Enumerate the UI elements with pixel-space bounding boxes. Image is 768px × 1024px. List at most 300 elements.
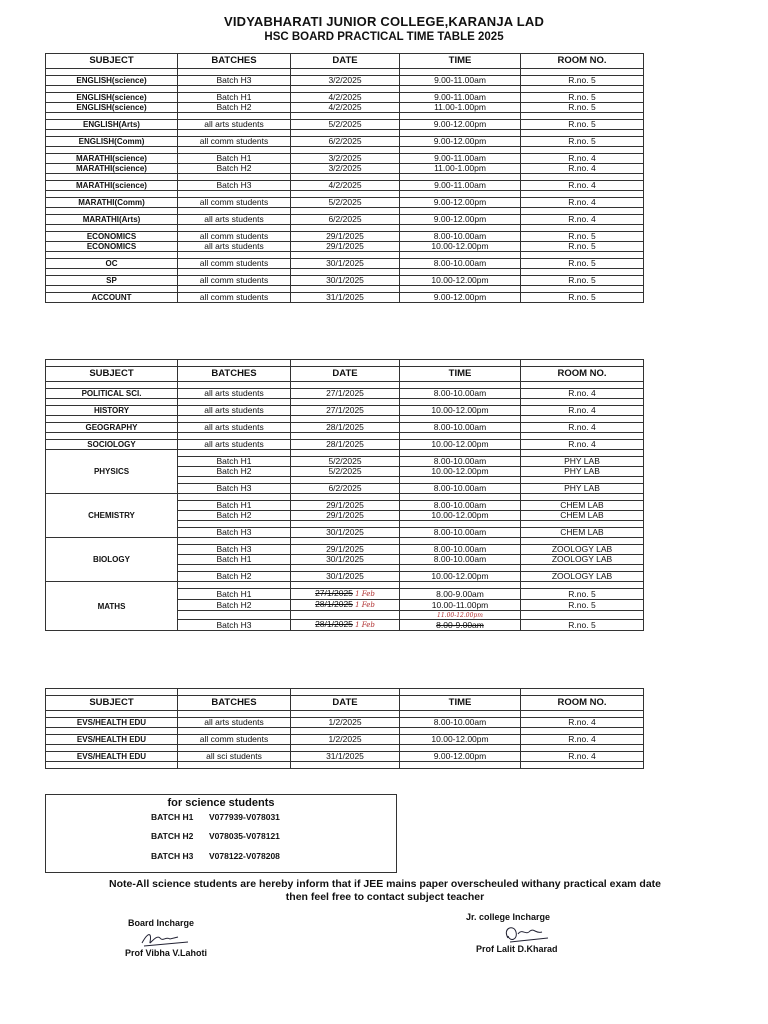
time-cell: 10.00-12.00pm [400, 511, 521, 521]
date-cell: 3/2/2025 [291, 164, 400, 174]
subject-cell: HISTORY [46, 406, 178, 416]
table-row [46, 406, 644, 416]
table-row [46, 259, 644, 269]
spacer-row [46, 174, 644, 181]
empty-cell [400, 477, 521, 484]
empty-cell [291, 728, 400, 735]
empty-cell [521, 582, 644, 589]
batch-cell: all comm students [178, 137, 291, 147]
spacer-row [46, 745, 644, 752]
column-header-room: ROOM NO. [521, 696, 644, 711]
subject-cell: ENGLISH(science) [46, 103, 178, 113]
date-cell: 4/2/2025 [291, 181, 400, 191]
empty-cell [521, 225, 644, 232]
empty-cell [400, 69, 521, 76]
header-row [46, 696, 644, 711]
table-row [46, 93, 644, 103]
empty-cell [291, 147, 400, 154]
table-row [46, 120, 644, 130]
struck-date: 27/1/2025 [315, 588, 353, 598]
column-header-room: ROOM NO. [521, 367, 644, 382]
date-cell: 31/1/2025 [291, 293, 400, 303]
empty-cell [46, 69, 178, 76]
empty-cell [291, 582, 400, 589]
timetable-title: HSC BOARD PRACTICAL TIME TABLE 2025 [264, 31, 504, 43]
spacer-row [46, 69, 644, 76]
empty-cell [400, 225, 521, 232]
batch-cell: Batch H1 [178, 501, 291, 511]
empty-cell [400, 611, 521, 620]
subject-cell: MARATHI(Comm) [46, 198, 178, 208]
empty-cell [178, 762, 291, 769]
date-cell: 5/2/2025 [291, 120, 400, 130]
room-cell: R.no. 5 [521, 600, 644, 611]
handwritten-date-note: 1 Feb [352, 590, 375, 598]
batch-cell: Batch H2 [178, 164, 291, 174]
time-cell: 8.00-10.00am [400, 457, 521, 467]
empty-cell [46, 399, 178, 406]
empty-cell [46, 174, 178, 181]
date-cell: 28/1/2025 [291, 423, 400, 433]
spacer-row [46, 538, 644, 545]
empty-cell [291, 745, 400, 752]
table-row [46, 137, 644, 147]
room-cell: CHEM LAB [521, 501, 644, 511]
spacer-row [46, 711, 644, 718]
batch-range-row: BATCH H2 V078035-V078121 [151, 831, 280, 841]
batch-cell: all comm students [178, 198, 291, 208]
spacer-row [46, 147, 644, 154]
spacer-row [46, 582, 644, 589]
subject-cell: ACCOUNT [46, 293, 178, 303]
empty-cell [521, 494, 644, 501]
time-cell: 8.00-10.00am [400, 718, 521, 728]
empty-cell [291, 360, 400, 367]
spacer-row [46, 191, 644, 198]
time-cell: 11.00-1.00pm [400, 164, 521, 174]
empty-cell [178, 225, 291, 232]
spacer-row [46, 689, 644, 696]
empty-cell [178, 477, 291, 484]
empty-cell [400, 762, 521, 769]
time-cell: 8.00-10.00am [400, 528, 521, 538]
time-cell: 10.00-12.00pm [400, 440, 521, 450]
batch-range-row: BATCH H3 V078122-V078208 [151, 851, 280, 861]
empty-cell [291, 416, 400, 423]
struck-date: 28/1/2025 [315, 619, 353, 629]
table-row [46, 232, 644, 242]
empty-cell [521, 286, 644, 293]
empty-cell [178, 521, 291, 528]
header-row [46, 54, 644, 69]
empty-cell [521, 208, 644, 215]
empty-cell [400, 565, 521, 572]
date-cell [291, 620, 400, 631]
time-cell: 10.00-12.00pm [400, 242, 521, 252]
room-cell: R.no. 4 [521, 752, 644, 762]
empty-cell [178, 689, 291, 696]
date-cell: 31/1/2025 [291, 752, 400, 762]
time-cell: 9.00-11.00am [400, 76, 521, 86]
empty-cell [400, 286, 521, 293]
subject-cell: MARATHI(science) [46, 154, 178, 164]
room-cell: R.no. 5 [521, 76, 644, 86]
batch-cell: Batch H2 [178, 600, 291, 611]
time-cell: 8.00-10.00am [400, 232, 521, 242]
empty-cell [178, 728, 291, 735]
batch-cell: all comm students [178, 276, 291, 286]
room-cell: R.no. 4 [521, 423, 644, 433]
empty-cell [46, 86, 178, 93]
table-row [46, 103, 644, 113]
table-row [46, 440, 644, 450]
subject-cell: BIOLOGY [46, 538, 178, 582]
spacer-row [46, 382, 644, 389]
date-cell: 4/2/2025 [291, 103, 400, 113]
room-cell: R.no. 5 [521, 259, 644, 269]
empty-cell [521, 147, 644, 154]
room-cell: R.no. 4 [521, 198, 644, 208]
empty-cell [400, 147, 521, 154]
subject-cell: ENGLISH(Arts) [46, 120, 178, 130]
empty-cell [521, 269, 644, 276]
time-cell: 9.00-12.00pm [400, 198, 521, 208]
empty-cell [291, 477, 400, 484]
subject-cell: MARATHI(science) [46, 181, 178, 191]
date-cell: 3/2/2025 [291, 154, 400, 164]
subject-cell: MARATHI(Arts) [46, 215, 178, 225]
batch-cell: all comm students [178, 259, 291, 269]
subject-cell: EVS/HEALTH EDU [46, 718, 178, 728]
batch-cell: all arts students [178, 215, 291, 225]
empty-cell [46, 689, 178, 696]
empty-cell [521, 477, 644, 484]
jr-college-incharge-name: Prof Lalit D.Kharad [476, 944, 558, 954]
spacer-row [46, 399, 644, 406]
empty-cell [291, 269, 400, 276]
empty-cell [400, 582, 521, 589]
jr-college-incharge-title: Jr. college Incharge [466, 912, 551, 922]
room-cell: R.no. 5 [521, 242, 644, 252]
date-cell: 29/1/2025 [291, 232, 400, 242]
subject-cell: ENGLISH(Comm) [46, 137, 178, 147]
struck-date: 28/1/2025 [315, 599, 353, 609]
time-cell: 10.00-12.00pm [400, 276, 521, 286]
room-cell: CHEM LAB [521, 511, 644, 521]
timetable-table-2 [45, 359, 644, 631]
empty-cell [400, 711, 521, 718]
date-cell: 30/1/2025 [291, 259, 400, 269]
empty-cell [521, 86, 644, 93]
empty-cell [178, 252, 291, 259]
empty-cell [46, 147, 178, 154]
column-header-subject: SUBJECT [46, 696, 178, 711]
subject-cell: SP [46, 276, 178, 286]
time-cell: 8.00-10.00am [400, 555, 521, 565]
date-cell: 5/2/2025 [291, 198, 400, 208]
batch-cell: all comm students [178, 735, 291, 745]
empty-cell [291, 69, 400, 76]
empty-cell [291, 225, 400, 232]
batch-roll-number-box [45, 794, 397, 873]
empty-cell [400, 269, 521, 276]
batch-cell: Batch H3 [178, 528, 291, 538]
spacer-row [46, 113, 644, 120]
date-cell: 30/1/2025 [291, 555, 400, 565]
empty-cell [521, 745, 644, 752]
empty-cell [521, 174, 644, 181]
batch-cell: Batch H2 [178, 572, 291, 582]
empty-cell [178, 565, 291, 572]
time-cell: 9.00-12.00pm [400, 293, 521, 303]
room-cell: R.no. 4 [521, 735, 644, 745]
handwritten-date-note: 1 Feb [352, 621, 375, 629]
empty-cell [400, 86, 521, 93]
empty-cell [291, 689, 400, 696]
board-incharge-title: Board Incharge [128, 918, 195, 928]
time-cell: 10.00-12.00pm [400, 572, 521, 582]
empty-cell [178, 174, 291, 181]
date-cell: 1/2/2025 [291, 735, 400, 745]
time-cell: 9.00-12.00pm [400, 137, 521, 147]
empty-cell [46, 130, 178, 137]
room-cell: R.no. 4 [521, 718, 644, 728]
spacer-row [46, 416, 644, 423]
table-row [46, 389, 644, 399]
table-row [46, 752, 644, 762]
empty-cell [521, 69, 644, 76]
room-cell: R.no. 5 [521, 120, 644, 130]
empty-cell [400, 728, 521, 735]
date-cell: 1/2/2025 [291, 718, 400, 728]
empty-cell [291, 174, 400, 181]
subject-cell: GEOGRAPHY [46, 423, 178, 433]
table-row [46, 198, 644, 208]
room-cell: R.no. 4 [521, 440, 644, 450]
empty-cell [178, 399, 291, 406]
empty-cell [400, 360, 521, 367]
empty-cell [291, 130, 400, 137]
time-cell: 11.00-1.00pm [400, 103, 521, 113]
batch-cell: Batch H3 [178, 181, 291, 191]
empty-cell [178, 113, 291, 120]
time-cell: 9.00-12.00pm [400, 120, 521, 130]
empty-cell [521, 728, 644, 735]
empty-cell [46, 286, 178, 293]
empty-cell [291, 538, 400, 545]
date-cell: 29/1/2025 [291, 501, 400, 511]
date-cell: 4/2/2025 [291, 93, 400, 103]
empty-cell [400, 433, 521, 440]
empty-cell [291, 611, 400, 620]
time-cell: 8.00-10.00am [400, 423, 521, 433]
subject-cell: POLITICAL SCI. [46, 389, 178, 399]
date-cell: 3/2/2025 [291, 76, 400, 86]
subject-cell: ECONOMICS [46, 232, 178, 242]
empty-cell [521, 360, 644, 367]
handwritten-time-note: 11.00-12.00pm [437, 612, 483, 619]
batch-cell: Batch H3 [178, 76, 291, 86]
batch-cell: all arts students [178, 242, 291, 252]
room-cell: ZOOLOGY LAB [521, 555, 644, 565]
room-cell: R.no. 5 [521, 137, 644, 147]
board-incharge-name: Prof Vibha V.Lahoti [125, 948, 208, 958]
date-cell: 5/2/2025 [291, 467, 400, 477]
batch-cell: Batch H3 [178, 545, 291, 555]
empty-cell [178, 286, 291, 293]
date-cell: 6/2/2025 [291, 215, 400, 225]
date-cell: 28/1/2025 [291, 440, 400, 450]
empty-cell [291, 252, 400, 259]
time-cell: 9.00-12.00pm [400, 752, 521, 762]
room-cell: R.no. 4 [521, 181, 644, 191]
empty-cell [291, 399, 400, 406]
room-cell: R.no. 5 [521, 103, 644, 113]
empty-cell [46, 113, 178, 120]
empty-cell [291, 208, 400, 215]
subject-cell: EVS/HEALTH EDU [46, 735, 178, 745]
empty-cell [46, 728, 178, 735]
batch-cell: Batch H2 [178, 467, 291, 477]
batch-cell: Batch H2 [178, 103, 291, 113]
date-cell: 6/2/2025 [291, 137, 400, 147]
empty-cell [291, 286, 400, 293]
spacer-row [46, 225, 644, 232]
column-header-time: TIME [400, 54, 521, 69]
room-cell: R.no. 5 [521, 232, 644, 242]
empty-cell [178, 450, 291, 457]
empty-cell [400, 382, 521, 389]
empty-cell [400, 130, 521, 137]
empty-cell [400, 450, 521, 457]
empty-cell [521, 762, 644, 769]
spacer-row [46, 130, 644, 137]
time-cell: 10.00-12.00pm [400, 406, 521, 416]
empty-cell [178, 416, 291, 423]
time-cell: 8.00-10.00am [400, 389, 521, 399]
empty-cell [291, 382, 400, 389]
batch-cell: all sci students [178, 752, 291, 762]
subject-cell: EVS/HEALTH EDU [46, 752, 178, 762]
room-cell: PHY LAB [521, 467, 644, 477]
empty-cell [521, 565, 644, 572]
empty-cell [400, 745, 521, 752]
batch-cell: all comm students [178, 232, 291, 242]
empty-cell [291, 433, 400, 440]
spacer-row [46, 286, 644, 293]
empty-cell [291, 86, 400, 93]
batch-cell: Batch H1 [178, 154, 291, 164]
batch-cell: all arts students [178, 406, 291, 416]
subject-cell: MARATHI(science) [46, 164, 178, 174]
empty-cell [400, 416, 521, 423]
time-cell: 9.00-11.00am [400, 181, 521, 191]
date-cell: 27/1/2025 [291, 406, 400, 416]
room-cell: PHY LAB [521, 457, 644, 467]
empty-cell [400, 113, 521, 120]
empty-cell [400, 252, 521, 259]
empty-cell [521, 711, 644, 718]
empty-cell [291, 711, 400, 718]
empty-cell [178, 147, 291, 154]
timetable-table-1 [45, 53, 644, 303]
room-cell: ZOOLOGY LAB [521, 572, 644, 582]
empty-cell [400, 208, 521, 215]
room-cell: R.no. 4 [521, 389, 644, 399]
empty-cell [46, 382, 178, 389]
subject-cell: ECONOMICS [46, 242, 178, 252]
table-row [46, 154, 644, 164]
date-cell: 29/1/2025 [291, 511, 400, 521]
room-cell: R.no. 5 [521, 93, 644, 103]
empty-cell [46, 711, 178, 718]
time-cell: 10.00-12.00pm [400, 735, 521, 745]
empty-cell [178, 269, 291, 276]
column-header-subject: SUBJECT [46, 367, 178, 382]
batch-box-heading: for science students [167, 797, 275, 809]
empty-cell [46, 269, 178, 276]
table-row [46, 76, 644, 86]
empty-cell [178, 360, 291, 367]
empty-cell [521, 521, 644, 528]
empty-cell [178, 130, 291, 137]
empty-cell [521, 689, 644, 696]
empty-cell [178, 69, 291, 76]
handwritten-date-note: 1 Feb [352, 601, 375, 609]
table-row [46, 164, 644, 174]
column-header-room: ROOM NO. [521, 54, 644, 69]
batch-cell: Batch H1 [178, 93, 291, 103]
subject-cell: ENGLISH(science) [46, 93, 178, 103]
empty-cell [400, 191, 521, 198]
subject-cell: SOCIOLOGY [46, 440, 178, 450]
time-cell: 9.00-11.00am [400, 93, 521, 103]
date-cell: 6/2/2025 [291, 484, 400, 494]
batch-cell: Batch H3 [178, 620, 291, 631]
subject-cell: ENGLISH(science) [46, 76, 178, 86]
empty-cell [178, 582, 291, 589]
time-cell: 8.00-10.00am [400, 545, 521, 555]
batch-cell: Batch H2 [178, 511, 291, 521]
empty-cell [291, 565, 400, 572]
empty-cell [521, 252, 644, 259]
column-header-date: DATE [291, 54, 400, 69]
empty-cell [291, 494, 400, 501]
date-cell: 5/2/2025 [291, 457, 400, 467]
empty-cell [521, 382, 644, 389]
empty-cell [400, 399, 521, 406]
column-header-date: DATE [291, 367, 400, 382]
empty-cell [521, 399, 644, 406]
time-cell: 9.00-11.00am [400, 154, 521, 164]
date-cell [291, 589, 400, 600]
spacer-row [46, 269, 644, 276]
room-cell: PHY LAB [521, 484, 644, 494]
table-row [46, 718, 644, 728]
college-name: VIDYABHARATI JUNIOR COLLEGE,KARANJA LAD [223, 14, 545, 29]
empty-cell [400, 538, 521, 545]
empty-cell [178, 494, 291, 501]
jr-college-incharge-signature [500, 922, 560, 946]
empty-cell [46, 225, 178, 232]
table-row [46, 215, 644, 225]
empty-cell [46, 360, 178, 367]
table-row [46, 276, 644, 286]
date-cell: 30/1/2025 [291, 572, 400, 582]
column-header-time: TIME [400, 696, 521, 711]
room-cell: R.no. 5 [521, 589, 644, 600]
batch-cell: all arts students [178, 440, 291, 450]
